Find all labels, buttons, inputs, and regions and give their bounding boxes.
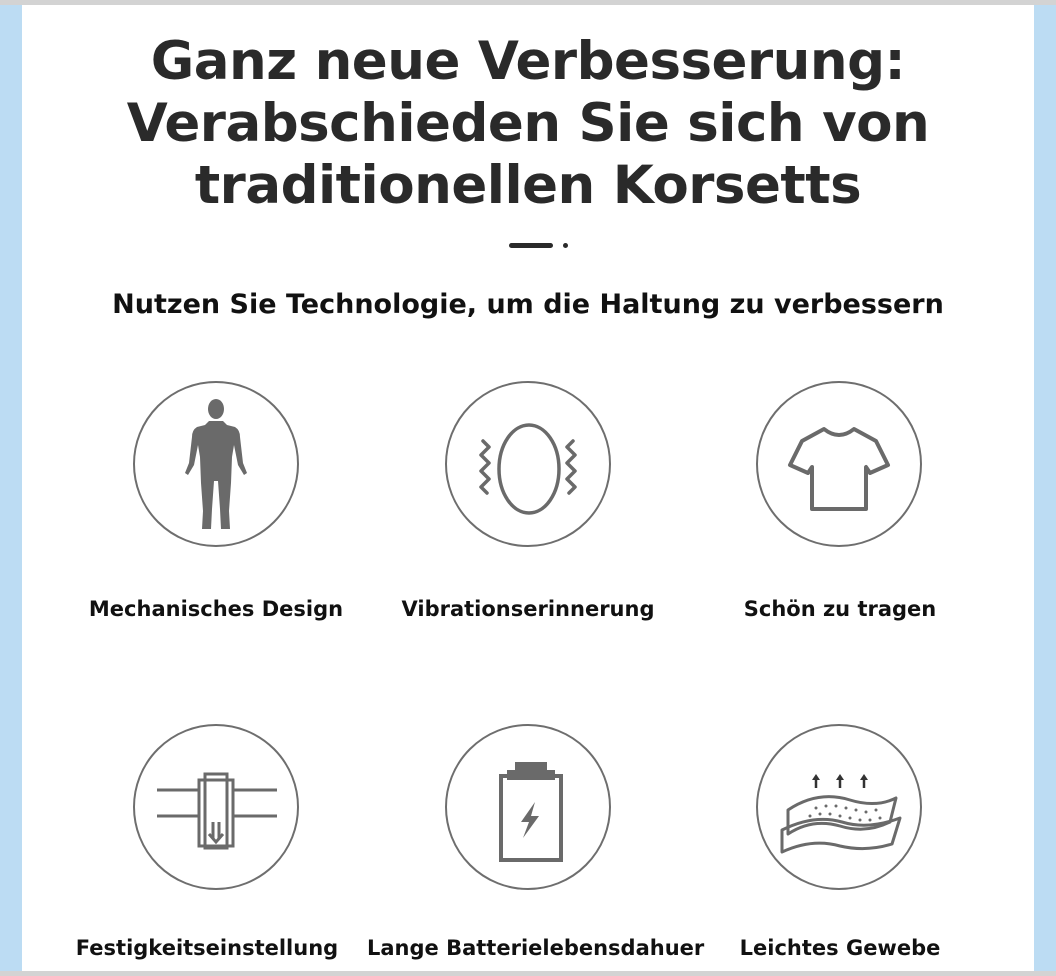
breathable-fabric-icon bbox=[758, 726, 920, 888]
feature-icon-circle bbox=[445, 381, 611, 547]
feature-label: Vibrationserinnerung bbox=[401, 597, 655, 621]
divider-dot bbox=[563, 243, 568, 248]
feature-label: Festigkeitseinstellung bbox=[75, 936, 339, 960]
battery-icon bbox=[447, 726, 609, 888]
feature-label: Mechanisches Design bbox=[88, 597, 344, 621]
headline-line-3: traditionellen Korsetts bbox=[194, 155, 862, 216]
headline-line-1: Ganz neue Verbesserung: bbox=[150, 31, 906, 92]
t-shirt-icon bbox=[758, 383, 920, 545]
feature-label: Lange Batterielebensdahuer bbox=[367, 936, 705, 960]
feature-icon-circle bbox=[133, 724, 299, 890]
headline-line-2: Verabschieden Sie sich von bbox=[126, 93, 930, 154]
subtitle: Nutzen Sie Technologie, um die Haltung zu verbessern bbox=[112, 289, 944, 320]
bottom-edge bbox=[0, 971, 1056, 976]
feature-icon-circle bbox=[756, 381, 922, 547]
headline bbox=[22, 31, 1034, 217]
feature-icon-circle bbox=[756, 724, 922, 890]
strap-buckle-icon bbox=[135, 726, 297, 888]
feature-icon-circle bbox=[133, 381, 299, 547]
feature-label: Leichtes Gewebe bbox=[739, 936, 941, 960]
divider-line bbox=[509, 243, 553, 248]
feature-label: Schön zu tragen bbox=[743, 597, 937, 621]
human-body-icon bbox=[135, 383, 297, 545]
vibration-icon bbox=[447, 383, 609, 545]
feature-icon-circle bbox=[445, 724, 611, 890]
feature-panel bbox=[22, 5, 1034, 971]
